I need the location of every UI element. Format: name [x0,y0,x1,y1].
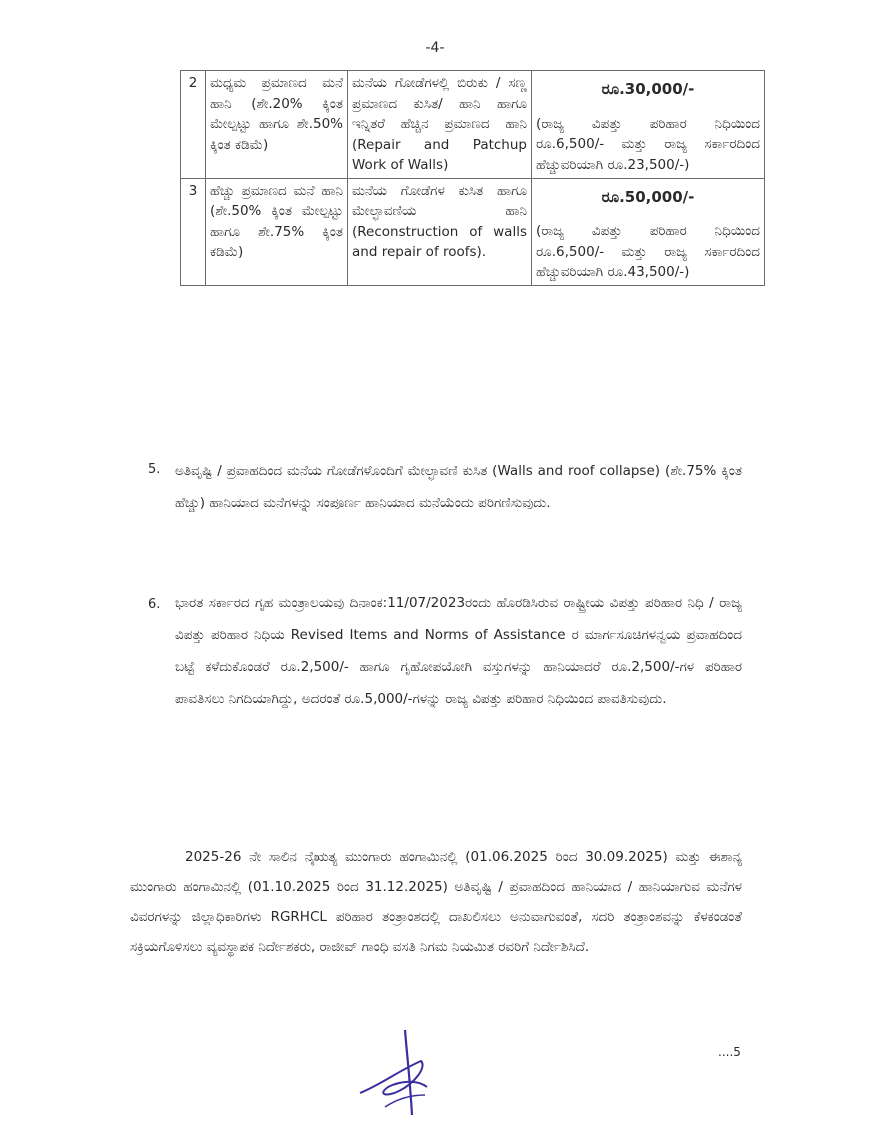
signature-icon [355,1025,450,1124]
row-serial: 3 [181,178,206,285]
damage-category: ಮಧ್ಯಮ ಪ್ರಮಾಣದ ಮನೆ ಹಾನಿ (ಶೇ.20% ಕ್ಕಿಂತ ಮೇಲ್ಪಟ್ಟು ಹಾಗೂ ಶೇ.50% ಕ್ಕಿಂತ ಕಡಿಮೆ) [206,71,348,179]
item-6-text: ಭಾರತ ಸರ್ಕಾರದ ಗೃಹ ಮಂತ್ರಾಲಯವು ದಿನಾಂಕ:11/07/2023ರಂದು ಹೊರಡಿಸಿರುವ ರಾಷ್ಟ್ರೀಯ ವಿಪತ್ತು ಪರಿಹಾರ ನಿಧಿ / ರಾಜ್ಯ ವಿಪತ್ತು ಪರಿಹಾರ ನಿಧಿಯ Revised Items and Norms of Assistance ರ ಮಾರ್ಗಸೂಚಿಗಳನ್ವಯ ಪ್ರವಾಹದಿಂದ ಬಟ್ಟೆ ಕಳೆದುಕೊಂಡರೆ ರೂ.2,500/- ಹಾಗೂ ಗೃಹೋಪಯೋಗಿ ವಸ್ತುಗಳನ್ನು ಹಾನಿಯಾದರೆ ರೂ.2,500/-ಗಳ ಪರಿಹಾರ ಪಾವತಿಸಲು ನಿಗದಿಯಾಗಿದ್ದು, ಅದರಂತೆ ರೂ.5,000/-ಗಳನ್ನು ರಾಜ್ಯ ವಿಪತ್ತು ಪರಿಹಾರ ನಿಧಿಯಿಂದ ಪಾವತಿಸುವುದು. [175,595,742,707]
damage-description: ಮನೆಯ ಗೋಡೆಗಳ ಕುಸಿತ ಹಾಗೂ ಮೇಲ್ಛಾವಣಿಯ ಹಾನಿ (Reconstruction of walls and repair of roofs). [348,178,532,285]
item-number: 6. [148,597,161,612]
damage-category: ಹೆಚ್ಚು ಪ್ರಮಾಣದ ಮನೆ ಹಾನಿ (ಶೇ.50% ಕ್ಕಿಂತ ಮೇಲ್ಪಟ್ಟು ಹಾಗೂ ಶೇ.75% ಕ್ಕಿಂತ ಕಡಿಮೆ) [206,178,348,285]
table-row [181,178,765,285]
relief-amount-cell [532,178,765,285]
page-number: -4- [425,40,445,56]
relief-amount-note: (ರಾಜ್ಯ ವಿಪತ್ತು ಪರಿಹಾರ ನಿಧಿಯಿಂದ ರೂ.6,500/- ಮತ್ತು ರಾಜ್ಯ ಸರ್ಕಾರದಿಂದ ಹೆಚ್ಚುವರಿಯಾಗಿ ರೂ.23,500/-) [536,115,760,173]
damage-description: ಮನೆಯ ಗೋಡೆಗಳಲ್ಲಿ ಬಿರುಕು / ಸಣ್ಣ ಪ್ರಮಾಣದ ಕುಸಿತ/ ಹಾನಿ ಹಾಗೂ ಇನ್ನಿತರೆ ಹೆಚ್ಚಿನ ಪ್ರಮಾಣದ ಹಾನಿ (Repair and Patchup Work of Walls) [348,71,532,179]
relief-amount: ರೂ.30,000/- [601,80,695,98]
closing-paragraph: 2025-26 ನೇ ಸಾಲಿನ ನೈಋತ್ಯ ಮುಂಗಾರು ಹಂಗಾಮಿನಲ್ಲಿ (01.06.2025 ರಿಂದ 30.09.2025) ಮತ್ತು ಈಶಾನ್ಯ ಮುಂಗಾರು ಹಂಗಾಮಿನಲ್ಲಿ (01.10.2025 ರಿಂದ 31.12.2025) ಅತಿವೃಷ್ಟಿ / ಪ್ರವಾಹದಿಂದ ಹಾನಿಯಾದ / ಹಾನಿಯಾಗುವ ಮನೆಗಳ ವಿವರಗಳನ್ನು ಜಿಲ್ಲಾಧಿಕಾರಿಗಳು RGRHCL ಪರಿಹಾರ ತಂತ್ರಾಂಶದಲ್ಲಿ ದಾಖಲಿಸಲು ಅನುವಾಗುವಂತೆ, ಸದರಿ ತಂತ್ರಾಂಶವನ್ನು ಕೆಳಕಂಡಂತೆ ಸಕ್ರಿಯಗೊಳಿಸಲು ವ್ಯವಸ್ಥಾಪಕ ನಿರ್ದೇಶಕರು, ರಾಜೀವ್ ಗಾಂಧಿ ವಸತಿ ನಿಗಮ ನಿಯಮಿತ ರವರಿಗೆ ನಿರ್ದೇಶಿಸಿದೆ. [130,849,742,955]
row-serial: 2 [181,71,206,179]
relief-amount-cell [532,71,765,179]
table-row [181,71,765,179]
item-number: 5. [148,462,161,477]
relief-amount-note: (ರಾಜ್ಯ ವಿಪತ್ತು ಪರಿಹಾರ ನಿಧಿಯಿಂದ ರೂ.6,500/- ಮತ್ತು ರಾಜ್ಯ ಸರ್ಕಾರದಿಂದ ಹೆಚ್ಚುವರಿಯಾಗಿ ರೂ.43,500/-) [536,223,760,280]
relief-table [180,70,765,286]
relief-amount: ರೂ.50,000/- [601,187,695,206]
item-5-text: ಅತಿವೃಷ್ಟಿ / ಪ್ರವಾಹದಿಂದ ಮನೆಯ ಗೋಡೆಗಳೊಂದಿಗೆ ಮೇಲ್ಛಾವಣಿ ಕುಸಿತ (Walls and roof collapse) (ಶೇ.75% ಕ್ಕಿಂತ ಹೆಚ್ಚು) ಹಾನಿಯಾದ ಮನೆಗಳನ್ನು ಸಂಪೂರ್ಣ ಹಾನಿಯಾದ ಮನೆಯೆಂದು ಪರಿಗಣಿಸುವುದು. [175,463,742,511]
next-page-marker: ....5 [718,1045,741,1059]
